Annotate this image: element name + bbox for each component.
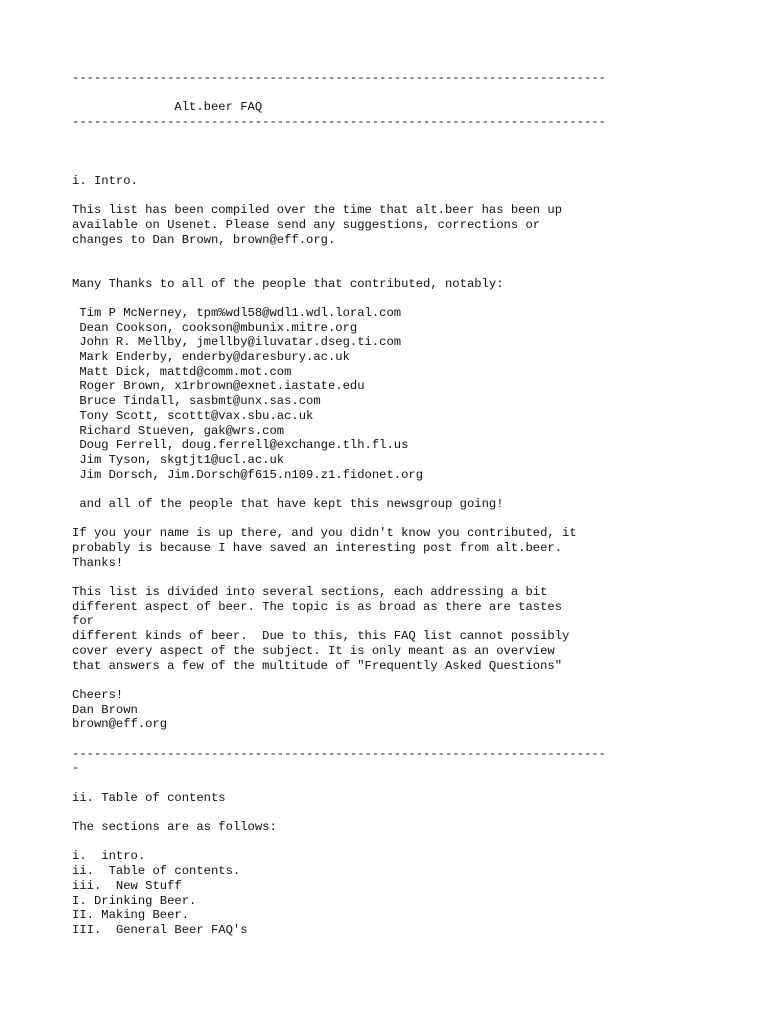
- contributor-line: Richard Stueven, gak@wrs.com: [72, 423, 285, 438]
- contributor-line: Mark Enderby, enderby@daresbury.ac.uk: [72, 350, 350, 365]
- blank-line: [72, 247, 762, 262]
- blank-line: [72, 835, 762, 850]
- toc-item: I. Drinking Beer.: [72, 893, 197, 908]
- separator-line: -------------------------------------------------------------------------: [72, 115, 606, 130]
- toc-intro-line: The sections are as follows:: [72, 820, 277, 835]
- toc-item: II. Making Beer.: [72, 908, 190, 923]
- toc-item: ii. Table of contents.: [72, 864, 241, 879]
- section-heading-toc: ii. Table of contents: [72, 790, 226, 805]
- contributor-line: Doug Ferrell, doug.ferrell@exchange.tlh.fl.us: [72, 438, 409, 453]
- thanks-line: Many Thanks to all of the people that contributed, notably:: [72, 276, 504, 291]
- contributor-line: Bruce Tindall, sasbmt@unx.sas.com: [72, 394, 321, 409]
- signoff-line: brown@eff.org: [72, 717, 168, 732]
- paragraph-line: cover every aspect of the subject. It is only meant as an overview: [72, 643, 555, 658]
- contributor-line: Jim Dorsch, Jim.Dorsch@f615.n109.z1.fidonet.org: [72, 467, 424, 482]
- intro-paragraph-line: available on Usenet. Please send any suggestions, corrections or: [72, 217, 541, 232]
- blank-line: [72, 189, 762, 204]
- blank-line: [72, 159, 762, 174]
- thanks-all-line: and all of the people that have kept this newsgroup going!: [72, 496, 504, 511]
- paragraph-line: Thanks!: [72, 555, 124, 570]
- paragraph-line: probably is because I have saved an interesting post from alt.beer.: [72, 541, 563, 555]
- separator-line: -: [72, 761, 80, 776]
- signoff-line: Dan Brown: [72, 702, 138, 717]
- paragraph-line: If you your name is up there, and you didn't know you contributed, it: [72, 526, 577, 541]
- toc-item: III. General Beer FAQ's: [72, 922, 248, 937]
- blank-line: [72, 776, 762, 791]
- paragraph-line: different aspect of beer. The topic is as broad as there are tastes: [72, 599, 563, 614]
- blank-line: [72, 512, 762, 527]
- blank-line: [72, 482, 762, 497]
- toc-item: iii. New Stuff: [72, 878, 182, 893]
- contributor-line: Jim Tyson, skgtjt1@ucl.ac.uk: [72, 452, 285, 467]
- section-heading-intro: i. Intro.: [72, 173, 138, 188]
- separator-line: -------------------------------------------------------------------------: [72, 746, 606, 761]
- blank-line: [72, 86, 762, 101]
- blank-line: [72, 570, 762, 585]
- contributor-line: Matt Dick, mattd@comm.mot.com: [72, 364, 292, 379]
- contributor-line: Dean Cookson, cookson@mbunix.mitre.org: [72, 320, 358, 335]
- toc-item: i. intro.: [72, 849, 146, 864]
- paragraph-line: different kinds of beer. Due to this, this FAQ list cannot possibly: [72, 629, 570, 644]
- blank-line: [72, 673, 762, 688]
- separator-line: -------------------------------------------------------------------------: [72, 71, 606, 85]
- paragraph-line: This list is divided into several sections, each addressing a bit: [72, 585, 548, 600]
- blank-line: [72, 805, 762, 820]
- blank-line: [72, 130, 762, 145]
- paragraph-line: that answers a few of the multitude of "Frequently Asked Questions": [72, 658, 563, 673]
- document-title: Alt.beer FAQ: [72, 100, 263, 115]
- contributor-line: John R. Mellby, jmellby@iluvatar.dseg.ti.com: [72, 335, 402, 350]
- contributor-line: Tim P McNerney, tpm%wdl58@wdl1.wdl.loral.com: [72, 306, 402, 320]
- signoff-line: Cheers!: [72, 687, 124, 702]
- contributor-line: Tony Scott, scottt@vax.sbu.ac.uk: [72, 408, 314, 423]
- contributor-line: Roger Brown, x1rbrown@exnet.iastate.edu: [72, 379, 365, 394]
- intro-paragraph-line: This list has been compiled over the time that alt.beer has been up: [72, 203, 563, 218]
- intro-paragraph-line: changes to Dan Brown, brown@eff.org.: [72, 232, 336, 247]
- paragraph-line: for: [72, 614, 94, 629]
- blank-line: [72, 291, 762, 306]
- blank-line: [72, 262, 762, 277]
- blank-line: [72, 732, 762, 747]
- faq-document: [72, 71, 762, 938]
- blank-line: [72, 144, 762, 159]
